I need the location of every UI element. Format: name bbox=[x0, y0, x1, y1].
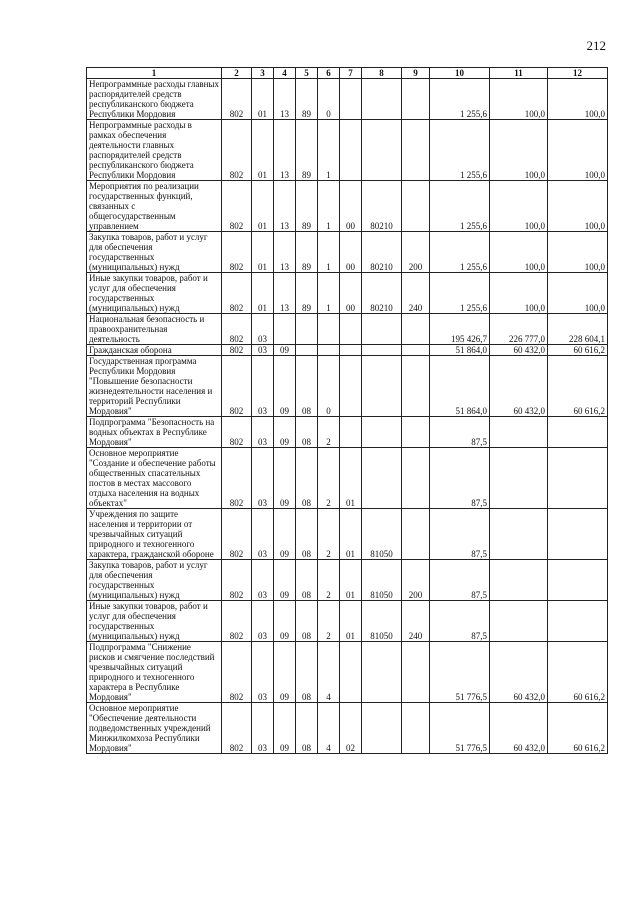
column-header: 10 bbox=[430, 68, 490, 79]
table-cell bbox=[402, 120, 430, 181]
table-cell bbox=[296, 345, 318, 356]
row-name-cell: Закупка товаров, работ и услуг для обеспечения государственных (муниципальных) нужд bbox=[87, 560, 222, 601]
table-body bbox=[87, 79, 608, 754]
table-cell: 51 776,5 bbox=[430, 703, 490, 754]
table-cell bbox=[490, 448, 548, 509]
table-cell: 100,0 bbox=[490, 232, 548, 273]
table-cell: 08 bbox=[296, 703, 318, 754]
table-cell: 08 bbox=[296, 448, 318, 509]
table-cell bbox=[490, 560, 548, 601]
table-cell: 4 bbox=[318, 642, 340, 703]
table-cell: 03 bbox=[252, 509, 274, 560]
table-cell: 1 255,6 bbox=[430, 232, 490, 273]
table-row bbox=[87, 601, 608, 642]
table-cell: 81050 bbox=[362, 601, 402, 642]
budget-table bbox=[86, 67, 608, 754]
table-cell: 802 bbox=[222, 314, 252, 345]
table-cell bbox=[490, 509, 548, 560]
table-cell: 03 bbox=[252, 356, 274, 417]
table-cell bbox=[548, 448, 608, 509]
row-name-cell: Непрограммные расходы главных распорядителей средств республиканского бюджета Республики Мордовия bbox=[87, 79, 222, 120]
table-cell: 09 bbox=[274, 560, 296, 601]
table-cell: 80210 bbox=[362, 181, 402, 232]
table-cell bbox=[402, 181, 430, 232]
table-cell: 240 bbox=[402, 273, 430, 314]
table-cell: 1 255,6 bbox=[430, 79, 490, 120]
table-cell: 100,0 bbox=[548, 181, 608, 232]
column-header: 4 bbox=[274, 68, 296, 79]
table-row bbox=[87, 232, 608, 273]
table-row bbox=[87, 448, 608, 509]
column-header: 7 bbox=[340, 68, 362, 79]
page-number: 212 bbox=[586, 38, 606, 53]
table-cell bbox=[548, 417, 608, 448]
column-header: 11 bbox=[490, 68, 548, 79]
table-cell: 89 bbox=[296, 79, 318, 120]
table-row bbox=[87, 181, 608, 232]
table-cell: 09 bbox=[274, 417, 296, 448]
table-cell: 4 bbox=[318, 703, 340, 754]
table-cell: 01 bbox=[340, 601, 362, 642]
column-header: 3 bbox=[252, 68, 274, 79]
table-cell: 802 bbox=[222, 79, 252, 120]
table-cell: 01 bbox=[340, 448, 362, 509]
table-cell: 01 bbox=[252, 232, 274, 273]
table-cell: 2 bbox=[318, 560, 340, 601]
table-cell: 200 bbox=[402, 560, 430, 601]
table-cell: 60 432,0 bbox=[490, 703, 548, 754]
table-cell: 100,0 bbox=[548, 79, 608, 120]
row-name-cell: Иные закупки товаров, работ и услуг для обеспечения государственных (муниципальных) нужд bbox=[87, 601, 222, 642]
table-cell: 802 bbox=[222, 601, 252, 642]
table-cell: 802 bbox=[222, 120, 252, 181]
table-cell bbox=[548, 601, 608, 642]
column-header: 9 bbox=[402, 68, 430, 79]
row-name-cell: Закупка товаров, работ и услуг для обеспечения государственных (муниципальных) нужд bbox=[87, 232, 222, 273]
table-cell: 89 bbox=[296, 273, 318, 314]
table-cell bbox=[362, 356, 402, 417]
table-cell: 802 bbox=[222, 345, 252, 356]
table-row bbox=[87, 345, 608, 356]
table-cell: 51 776,5 bbox=[430, 642, 490, 703]
table-cell: 228 604,1 bbox=[548, 314, 608, 345]
table-cell: 08 bbox=[296, 417, 318, 448]
table-cell: 08 bbox=[296, 509, 318, 560]
table-cell: 60 616,2 bbox=[548, 345, 608, 356]
table-cell: 226 777,0 bbox=[490, 314, 548, 345]
table-cell: 01 bbox=[252, 273, 274, 314]
table-row bbox=[87, 273, 608, 314]
table-cell: 09 bbox=[274, 642, 296, 703]
table-cell: 03 bbox=[252, 448, 274, 509]
table-cell: 00 bbox=[340, 232, 362, 273]
table-cell: 81050 bbox=[362, 560, 402, 601]
table-cell: 09 bbox=[274, 601, 296, 642]
row-name-cell: Гражданская оборона bbox=[87, 345, 222, 356]
row-name-cell: Государственная программа Республики Мордовия "Повышение безопасности жизнедеятельности населения и территорий Республики Мордовия" bbox=[87, 356, 222, 417]
table-cell bbox=[402, 509, 430, 560]
table-cell: 60 432,0 bbox=[490, 345, 548, 356]
table-cell: 01 bbox=[252, 79, 274, 120]
table-cell bbox=[274, 314, 296, 345]
table-cell: 02 bbox=[340, 703, 362, 754]
table-cell: 802 bbox=[222, 509, 252, 560]
table-cell bbox=[362, 642, 402, 703]
table-cell: 03 bbox=[252, 642, 274, 703]
table-cell: 0 bbox=[318, 79, 340, 120]
table-cell: 195 426,7 bbox=[430, 314, 490, 345]
table-cell: 09 bbox=[274, 509, 296, 560]
table-cell: 60 616,2 bbox=[548, 703, 608, 754]
table-cell: 13 bbox=[274, 181, 296, 232]
table-cell: 802 bbox=[222, 703, 252, 754]
table-cell bbox=[362, 79, 402, 120]
table-cell bbox=[362, 314, 402, 345]
table-cell: 89 bbox=[296, 120, 318, 181]
table-cell: 01 bbox=[340, 560, 362, 601]
table-cell bbox=[490, 417, 548, 448]
table-cell: 13 bbox=[274, 232, 296, 273]
column-header: 1 bbox=[87, 68, 222, 79]
row-name-cell: Основное мероприятие "Создание и обеспечение работы общественных спасательных постов в местах массового отдыха населения на водных объектах" bbox=[87, 448, 222, 509]
table-cell: 08 bbox=[296, 642, 318, 703]
table-cell: 100,0 bbox=[548, 232, 608, 273]
table-cell: 09 bbox=[274, 448, 296, 509]
table-cell: 2 bbox=[318, 601, 340, 642]
table-cell bbox=[402, 703, 430, 754]
table-cell: 01 bbox=[340, 509, 362, 560]
table-cell: 08 bbox=[296, 560, 318, 601]
table-row bbox=[87, 120, 608, 181]
table-cell bbox=[362, 448, 402, 509]
table-cell: 87,5 bbox=[430, 448, 490, 509]
table-cell: 2 bbox=[318, 417, 340, 448]
row-name-cell: Учреждения по защите населения и территории от чрезвычайных ситуаций природного и техногенного характера, гражданской обороне bbox=[87, 509, 222, 560]
table-cell: 89 bbox=[296, 181, 318, 232]
table-cell: 1 255,6 bbox=[430, 120, 490, 181]
table-row bbox=[87, 560, 608, 601]
table-cell bbox=[340, 356, 362, 417]
column-header: 8 bbox=[362, 68, 402, 79]
table-cell: 03 bbox=[252, 703, 274, 754]
table-cell: 802 bbox=[222, 417, 252, 448]
table-cell: 08 bbox=[296, 601, 318, 642]
table-cell bbox=[340, 417, 362, 448]
table-cell: 08 bbox=[296, 356, 318, 417]
table-cell bbox=[402, 642, 430, 703]
table-cell: 13 bbox=[274, 120, 296, 181]
table-cell: 13 bbox=[274, 79, 296, 120]
table-cell: 87,5 bbox=[430, 417, 490, 448]
table-cell bbox=[340, 345, 362, 356]
table-cell: 1 255,6 bbox=[430, 273, 490, 314]
table-cell: 01 bbox=[252, 181, 274, 232]
table-cell: 100,0 bbox=[490, 273, 548, 314]
table-cell: 01 bbox=[252, 120, 274, 181]
table-cell: 2 bbox=[318, 448, 340, 509]
table-cell: 1 bbox=[318, 181, 340, 232]
table-cell: 100,0 bbox=[548, 273, 608, 314]
row-name-cell: Подпрограмма "Снижение рисков и смягчение последствий чрезвычайных ситуаций природного и техногенного характера в Республике Мордовия" bbox=[87, 642, 222, 703]
table-cell bbox=[362, 703, 402, 754]
table-cell bbox=[402, 448, 430, 509]
table-row bbox=[87, 356, 608, 417]
table-row bbox=[87, 642, 608, 703]
table-cell: 09 bbox=[274, 345, 296, 356]
row-name-cell: Непрограммные расходы в рамках обеспечения деятельности главных распорядителей средств республиканского бюджета Республики Мордовия bbox=[87, 120, 222, 181]
table-cell: 13 bbox=[274, 273, 296, 314]
table-cell: 60 616,2 bbox=[548, 356, 608, 417]
table-cell: 60 616,2 bbox=[548, 642, 608, 703]
table-cell bbox=[548, 509, 608, 560]
table-cell: 89 bbox=[296, 232, 318, 273]
table-cell: 240 bbox=[402, 601, 430, 642]
table-row bbox=[87, 509, 608, 560]
table-cell bbox=[340, 120, 362, 181]
table-row bbox=[87, 703, 608, 754]
table-cell: 87,5 bbox=[430, 560, 490, 601]
table-cell bbox=[318, 314, 340, 345]
table-cell: 802 bbox=[222, 181, 252, 232]
table-cell: 80210 bbox=[362, 232, 402, 273]
table-cell: 51 864,0 bbox=[430, 356, 490, 417]
table-cell: 80210 bbox=[362, 273, 402, 314]
table-cell bbox=[362, 417, 402, 448]
table-cell: 03 bbox=[252, 417, 274, 448]
table-cell bbox=[362, 120, 402, 181]
table-cell: 87,5 bbox=[430, 509, 490, 560]
table-cell: 802 bbox=[222, 642, 252, 703]
table-cell bbox=[402, 345, 430, 356]
table-cell: 09 bbox=[274, 703, 296, 754]
column-header: 5 bbox=[296, 68, 318, 79]
table-cell: 100,0 bbox=[490, 181, 548, 232]
table-cell bbox=[296, 314, 318, 345]
table-cell: 60 432,0 bbox=[490, 356, 548, 417]
table-cell: 87,5 bbox=[430, 601, 490, 642]
table-cell bbox=[402, 417, 430, 448]
table-cell: 81050 bbox=[362, 509, 402, 560]
row-name-cell: Национальная безопасность и правоохранительная деятельность bbox=[87, 314, 222, 345]
table-cell: 09 bbox=[274, 356, 296, 417]
column-header: 12 bbox=[548, 68, 608, 79]
table-cell: 1 255,6 bbox=[430, 181, 490, 232]
row-name-cell: Иные закупки товаров, работ и услуг для обеспечения государственных (муниципальных) нужд bbox=[87, 273, 222, 314]
table-cell: 802 bbox=[222, 356, 252, 417]
table-cell: 1 bbox=[318, 232, 340, 273]
table-cell: 100,0 bbox=[548, 120, 608, 181]
table-cell: 802 bbox=[222, 232, 252, 273]
table-cell: 200 bbox=[402, 232, 430, 273]
header-row bbox=[87, 68, 608, 79]
table-cell bbox=[402, 314, 430, 345]
table-cell bbox=[402, 79, 430, 120]
table-cell: 1 bbox=[318, 120, 340, 181]
row-name-cell: Мероприятия по реализации государственных функций, связанных с общегосударственным управлением bbox=[87, 181, 222, 232]
column-header: 6 bbox=[318, 68, 340, 79]
table-cell: 03 bbox=[252, 314, 274, 345]
table-cell bbox=[318, 345, 340, 356]
table-cell bbox=[340, 314, 362, 345]
row-name-cell: Подпрограмма "Безопасность на водных объектах в Республике Мордовия" bbox=[87, 417, 222, 448]
table-cell: 802 bbox=[222, 448, 252, 509]
table-cell: 00 bbox=[340, 273, 362, 314]
table-cell: 0 bbox=[318, 356, 340, 417]
table-cell: 1 bbox=[318, 273, 340, 314]
table-cell: 03 bbox=[252, 345, 274, 356]
table-cell: 03 bbox=[252, 560, 274, 601]
table-cell: 03 bbox=[252, 601, 274, 642]
table-cell bbox=[362, 345, 402, 356]
table-row bbox=[87, 314, 608, 345]
table-cell bbox=[402, 356, 430, 417]
table-cell: 2 bbox=[318, 509, 340, 560]
table-row bbox=[87, 417, 608, 448]
table-cell: 802 bbox=[222, 560, 252, 601]
table-cell: 100,0 bbox=[490, 79, 548, 120]
row-name-cell: Основное мероприятие "Обеспечение деятельности подведомственных учреждений Минжилкомхоза Республики Мордовия" bbox=[87, 703, 222, 754]
table-cell: 802 bbox=[222, 273, 252, 314]
table-cell: 51 864,0 bbox=[430, 345, 490, 356]
table-cell bbox=[548, 560, 608, 601]
table-row bbox=[87, 79, 608, 120]
table-cell: 60 432,0 bbox=[490, 642, 548, 703]
table-cell bbox=[340, 642, 362, 703]
table-cell: 00 bbox=[340, 181, 362, 232]
table-cell: 100,0 bbox=[490, 120, 548, 181]
column-header: 2 bbox=[222, 68, 252, 79]
table-cell bbox=[340, 79, 362, 120]
table-cell bbox=[490, 601, 548, 642]
